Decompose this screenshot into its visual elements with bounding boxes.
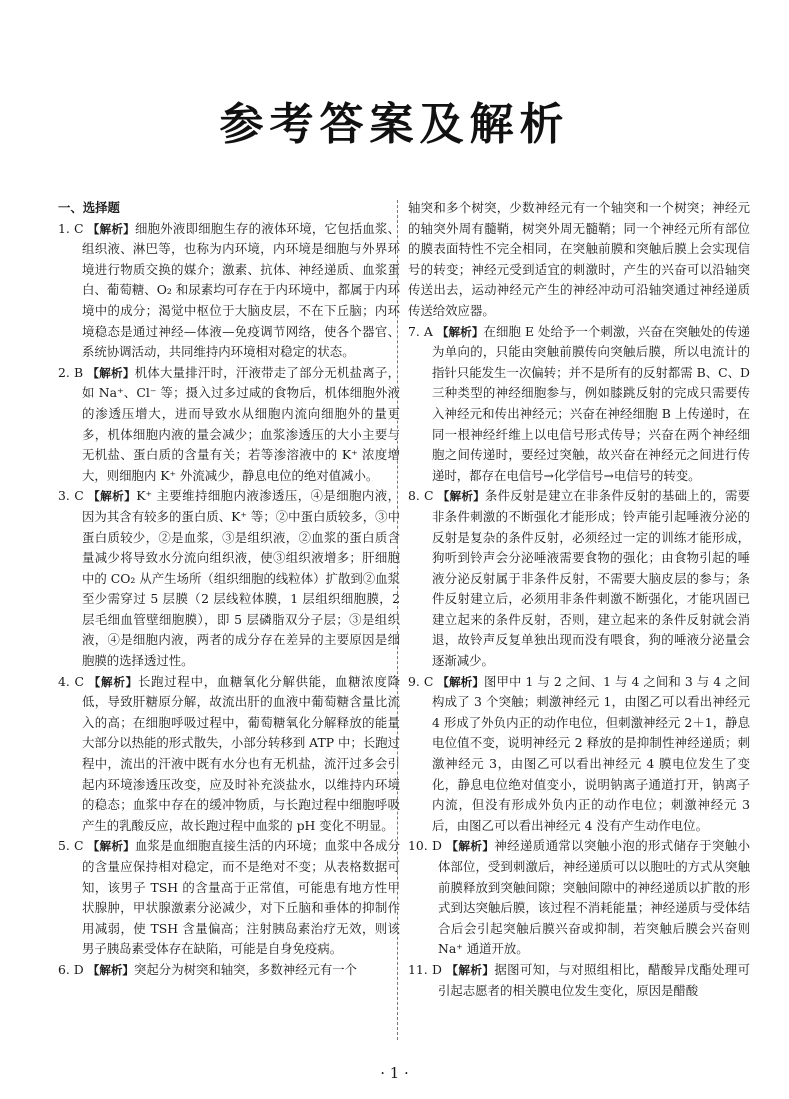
answer-number: 10. D — [408, 838, 447, 854]
answer-number: 7. A — [408, 323, 437, 339]
answer-text: 图甲中 1 与 2 之间、1 与 4 之间和 3 与 4 之间构成了 3 个突触；刺激神经元 1，由图乙可以看出神经元 4 形成了外负内正的动作电位，但刺激神经元 2＋1，静息电位值不变，说明神经元 2 释放的是抑制性神经递质；刺激神经元 3，由图乙可以看出神经元 4 膜电位发生了变化，静息电位绝对值变小，说明钠离子通道打开，钠离子内流，但没有形成外负内正的动作电位；刺激神经元 3 后，由图乙可以看出神经元 4 没有产生动作电位。 — [432, 673, 750, 833]
answer-text: 条件反射是建立在非条件反射的基础上的，需要非条件刺激的不断强化才能形成；铃声能引起唾液分泌的反射是复杂的条件反射，必须经过一定的训练才能形成，狗听到铃声会分泌唾液需要食物的强化；由食物引起的唾液分泌反射属于非条件反射，不需要大脑皮层的参与；条件反射建立后，必须用非条件刺激不断强化，才能巩固已建立起来的条件反射，否则，建立起来的条件反射就会消退，故铃声反复单独出现而没有喂食，狗的唾液分泌量会逐渐减少。 — [432, 488, 751, 669]
answer-item — [408, 672, 750, 837]
right-answer-list — [408, 322, 750, 1002]
answer-number: 6. D — [58, 961, 88, 977]
analysis-tag: 【解析】 — [437, 489, 486, 504]
answer-item — [58, 486, 400, 671]
column-divider — [397, 200, 398, 1040]
answer-text: 在细胞 E 处给予一个刺激，兴奋在突触处的传递为单向的，只能由突触前膜传向突触后膜，所以电流计的指针只能发生一次偏转；并不是所有的反射都需 B、C、D 三种类型的神经细胞参与，例如膝跳反射的完成只需要传入神经元和传出神经元；兴奋在神经细胞 B 上传递时，在同一根神经纤维上以电信号形式传导；兴奋在两个神经细胞之间传递时，要经过突触，故兴奋在神经元之间进行传递时，都存在电信号→化学信号→电信号的转变。 — [432, 323, 750, 483]
section-heading: 一、选择题 — [58, 200, 120, 215]
analysis-tag: 【解析】 — [88, 489, 137, 504]
answer-number: 11. D — [408, 961, 447, 977]
left-answer-list — [58, 219, 400, 981]
answer-text: 长跑过程中，血糖氧化分解供能，血糖浓度降低，导致肝糖原分解，故流出肝的血液中葡萄糖含量比流入的高；在细胞呼吸过程中，葡萄糖氧化分解释放的能量大部分以热能的形式散失，小部分转移到 ATP 中；长跑过程中，流出的汗液中既有水分也有无机盐，流汗过多会引起内环境渗透压改变，应及时补充淡盐水，以维持内环境的稳态；血浆中存在的缓冲物质，与长跑过程中细胞呼吸产生的乳酸反应，故长跑过程中血浆的 pH 变化不明显。 — [82, 673, 400, 833]
analysis-tag: 【解析】 — [446, 839, 495, 854]
answer-number: 8. C — [408, 488, 438, 504]
page-title: 参考答案及解析 — [219, 99, 570, 150]
analysis-tag: 【解析】 — [87, 962, 135, 977]
analysis-tag: 【解析】 — [87, 365, 135, 380]
answer-text: 突起分为树突和轴突，多数神经元有一个 — [134, 961, 358, 977]
answer-item — [408, 836, 750, 960]
answer-text: 血浆是血细胞直接生活的内环境；血浆中各成分的含量应保持相对稳定，而不是绝对不变；从表格数据可知，该男子 TSH 的含量高于正常值，可能患有地方性甲状腺肿，甲状腺激素分泌减少，对下丘脑和垂体的抑制作用减弱，使 TSH 含量偏高；注射胰岛素治疗无效，则该男子胰岛素受体存在缺陷，可能是自身免疫病。 — [82, 838, 401, 957]
analysis-tag: 【解析】 — [88, 674, 139, 689]
answer-item — [58, 960, 400, 981]
answer-item — [408, 322, 750, 487]
answer-item — [408, 960, 750, 1001]
analysis-tag: 【解析】 — [436, 324, 484, 339]
answer-item — [58, 363, 400, 487]
answer-text: K⁺ 主要维持细胞内液渗透压，④是细胞内液，因为其含有较多的蛋白质、K⁺ 等；②中蛋白质较多，③中蛋白质较少，②是血浆，③是组织液，②血浆的蛋白质含量减少将导致水分流向组织液，使③组织液增多；肝细胞中的 CO₂ 从产生场所（组织细胞的线粒体）扩散到②血浆至少需穿过 5 层膜（2 层线粒体膜，1 层组织细胞膜，2 层毛细血管壁细胞膜），即 5 层磷脂双分子层；③是组织液，④是细胞内液，两者的成分存在差异的主要原因是细胞膜的选择透过性。 — [82, 488, 400, 669]
analysis-tag: 【解析】 — [87, 221, 136, 236]
answer-number: 9. C — [408, 673, 438, 689]
analysis-tag: 【解析】 — [437, 674, 485, 689]
answer-text: 神经递质通常以突触小泡的形式储存于突触小体部位，受到刺激后，神经递质可以以胞吐的方式从突触前膜释放到突触间隙；突触间隙中的神经递质以扩散的形式到达突触后膜，该过程不消耗能量；神经递质与受体结合后会引起突触后膜兴奋或抑制，若突触后膜会兴奋则 Na⁺ 通道开放。 — [438, 838, 750, 957]
answer-text: 机体大量排汗时，汗液带走了部分无机盐离子，如 Na⁺、Cl⁻ 等；摄入过多过咸的食物后，机体细胞外液的渗透压增大，进而导致水从细胞内流向细胞外的量更多，机体细胞内液的量会减少；血浆渗透压的大小主要与无机盐、蛋白质的含量有关；若等渗溶液中的 K⁺ 浓度增大，则细胞内 K⁺ 外流减少，静息电位的绝对值减小。 — [82, 364, 400, 483]
answer-number: 5. C — [58, 838, 88, 854]
page-number: · 1 · — [380, 1064, 409, 1082]
continued-answer-text: 轴突和多个树突，少数神经元有一个轴突和一个树突；神经元的轴突外周有髓鞘，树突外周无髓鞘；同一个神经元所有部位的膜表面特性不完全相同，在突触前膜和突触后膜上会实现信号的转变；神经元受到适宜的刺激时，产生的兴奋可以沿轴突传送出去，运动神经元产生的神经冲动可沿轴突通过神经递质传送给效应器。 — [408, 200, 750, 318]
analysis-tag: 【解析】 — [446, 962, 495, 977]
left-column — [58, 198, 400, 981]
answer-item — [58, 836, 400, 960]
answer-item — [58, 672, 400, 837]
answer-text: 据图可知，与对照组相比，醋酸异戊酯处理可引起志愿者的相关膜电位发生变化，原因是醋酸 — [438, 961, 750, 998]
analysis-tag: 【解析】 — [87, 839, 136, 854]
answer-number: 3. C — [58, 488, 89, 504]
answer-number: 2. B — [58, 364, 88, 380]
answer-item — [58, 219, 400, 363]
answer-number: 1. C — [58, 220, 88, 236]
answer-item — [408, 486, 750, 671]
answer-text: 细胞外液即细胞生存的液体环境，它包括血浆、组织液、淋巴等，也称为内环境，内环境是细胞与外界环境进行物质交换的媒介；激素、抗体、神经递质、血浆蛋白、葡萄糖、O₂ 和尿素均可存在于内环境中，都属于内环境中的成分；渴觉中枢位于大脑皮层，不在下丘脑；内环境稳态是通过神经—体液—免疫调节网络，使各个器官、系统协调活动，共同维持内环境相对稳定的状态。 — [82, 220, 401, 360]
answer-number: 4. C — [58, 673, 89, 689]
right-column — [408, 198, 750, 1001]
